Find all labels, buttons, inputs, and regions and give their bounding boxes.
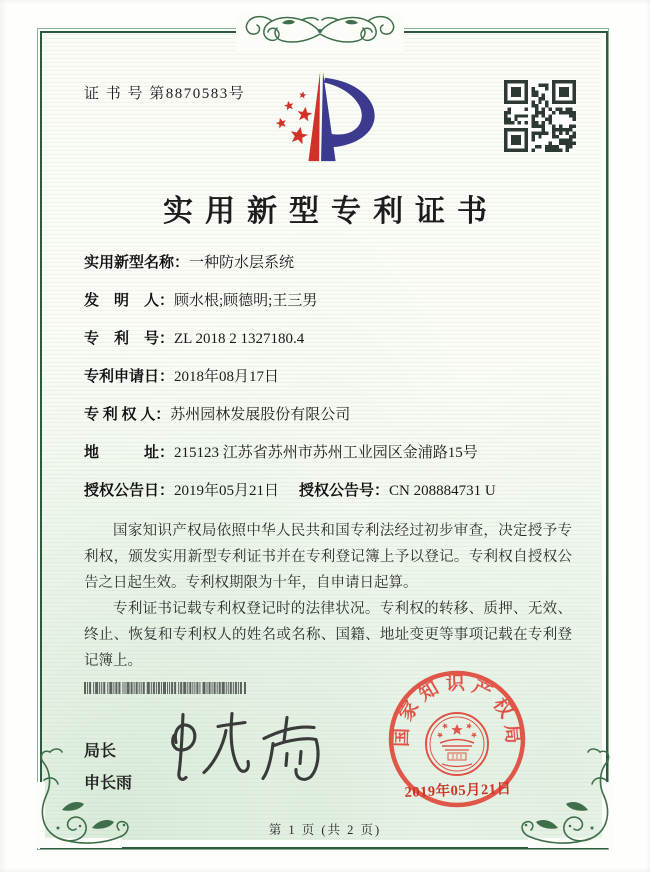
field-value: 一种防水层系统 — [189, 255, 295, 271]
field-value: 顾水根;顾德明;王三男 — [174, 293, 318, 309]
field-value: 2018年08月17日 — [174, 369, 280, 385]
field-value: ZL 2018 2 1327180.4 — [174, 331, 305, 347]
legal-paragraph-1: 国家知识产权局依照中华人民共和国专利法经过初步审查，决定授予专利权，颁发实用新型专利证书并在专利登记簿上予以登记。专利权自授权公告之日起生效。专利权期限为十年，自申请日起算。 — [84, 523, 572, 591]
legal-paragraph-2: 专利证书记载专利权登记时的法律状况。专利权的转移、质押、无效、终止、恢复和专利权人的姓名或名称、国籍、地址变更等事项记载在专利登记簿上。 — [84, 601, 572, 669]
field-row-patentee — [84, 406, 590, 424]
field-row-inventors — [84, 292, 590, 310]
field-row-address — [84, 444, 590, 462]
seal-date: 2019年05月21日 — [404, 781, 512, 801]
director-name: 申长雨 — [84, 775, 133, 792]
grant-number-label: 授权公告号： — [299, 483, 390, 499]
field-label: 地 址： — [84, 445, 175, 461]
field-list — [84, 254, 590, 520]
field-label: 发 明 人： — [84, 293, 175, 309]
field-value: 苏州园林发展股份有限公司 — [170, 407, 351, 423]
director-signature-icon — [146, 706, 346, 796]
qr-code-icon — [504, 80, 576, 152]
cnipa-logo-icon — [260, 66, 386, 166]
field-value: 215123 江苏省苏州市苏州工业园区金浦路15号 — [174, 445, 478, 461]
field-row-patent-number — [84, 330, 590, 348]
grant-date-label: 授权公告日： — [84, 483, 175, 499]
page-title: 实用新型专利证书 — [163, 195, 499, 228]
field-label: 专 利 号： — [84, 331, 175, 347]
field-label: 实用新型名称： — [84, 255, 190, 271]
page-number: 第 1 页 (共 2 页) — [268, 823, 382, 837]
field-row-grant — [84, 482, 590, 500]
certificate-number: 证 书 号 第8870583号 — [84, 86, 246, 102]
field-label: 专 利 权 人： — [84, 407, 171, 423]
legal-text — [84, 518, 572, 674]
field-row-name — [84, 254, 590, 272]
grant-date-value: 2019年05月21日 — [174, 483, 280, 499]
director-title: 局长 — [84, 743, 117, 760]
svg-text:国家知识产权局 — [390, 671, 524, 747]
field-row-filing-date — [84, 368, 590, 386]
director-block — [84, 736, 132, 800]
top-flourish-icon — [222, 10, 418, 54]
grant-number-value: CN 208884731 U — [389, 483, 496, 499]
seal-org-text: 国家知识产权局 — [391, 673, 524, 748]
barcode-icon — [84, 682, 246, 694]
field-label: 专利申请日： — [84, 369, 175, 385]
